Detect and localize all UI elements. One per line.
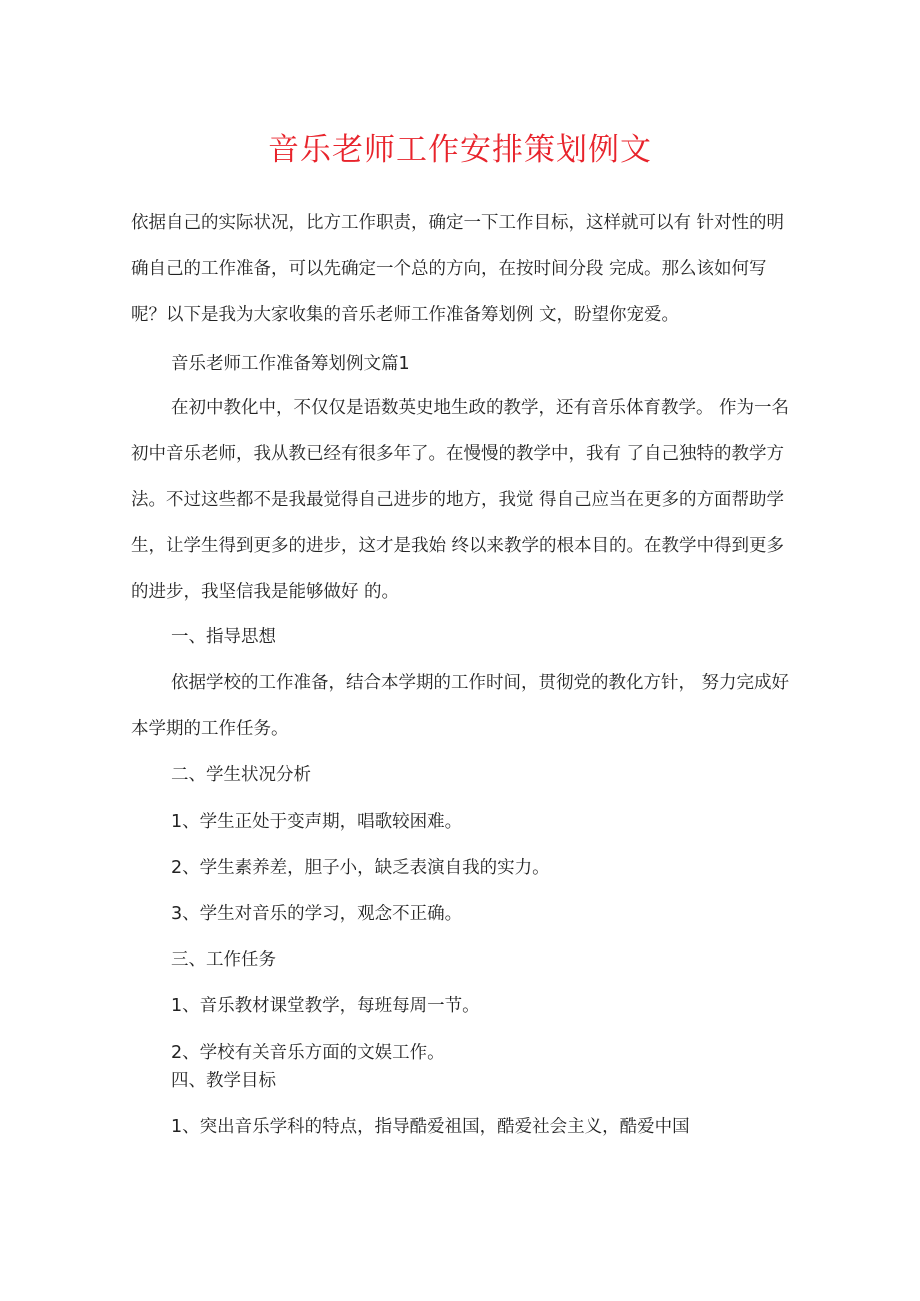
section-1-heading: 一、指导思想 bbox=[171, 627, 276, 647]
section-3-heading: 三、工作任务 bbox=[171, 950, 276, 970]
paragraph-1: 在初中教化中，不仅仅是语数英史地生政的教学，还有音乐体育教学。 作为一名初中音乐老师，我从教已经有很多年了。在慢慢的教学中，我有 了自己独特的教学方法。不过这些都不是我最觉得自己进步的地方，我觉 得自己应当在更多的方面帮助学生，让学生得到更多的进步，这才是我始 终以来教学的根本目的。在教学中得到更多的进步，我坚信我是能够做好 的。 bbox=[131, 398, 790, 602]
section-2-heading: 二、学生状况分析 bbox=[171, 765, 311, 785]
intro-paragraph: 依据自己的实际状况，比方工作职责，确定一下工作目标，这样就可以有 针对性的明确自己的工作准备，可以先确定一个总的方向，在按时间分段 完成。那么该如何写呢？以下是我为大家收集的音乐老师工作准备筹划例 文，盼望你宠爱。 bbox=[131, 213, 785, 325]
list-item: 3、学生对音乐的学习，观念不正确。 bbox=[171, 904, 463, 924]
section-4-heading: 四、教学目标 bbox=[171, 1071, 276, 1091]
document-title: 音乐老师工作安排策划例文 bbox=[268, 132, 652, 168]
list-item: 1、学生正处于变声期，唱歌较困难。 bbox=[171, 812, 463, 832]
section-1-text: 依据学校的工作准备，结合本学期的工作时间，贯彻党的教化方针， 努力完成好本学期的工作任务。 bbox=[131, 673, 790, 739]
list-item: 2、学生素养差，胆子小，缺乏表演自我的实力。 bbox=[171, 858, 550, 878]
subtitle: 音乐老师工作准备筹划例文篇1 bbox=[171, 354, 410, 374]
list-item: 2、学校有关音乐方面的文娱工作。 bbox=[171, 1043, 445, 1063]
list-item: 1、音乐教材课堂教学，每班每周一节。 bbox=[171, 996, 480, 1016]
list-item: 1、突出音乐学科的特点，指导酷爱祖国，酷爱社会主义，酷爱中国 bbox=[171, 1117, 690, 1137]
